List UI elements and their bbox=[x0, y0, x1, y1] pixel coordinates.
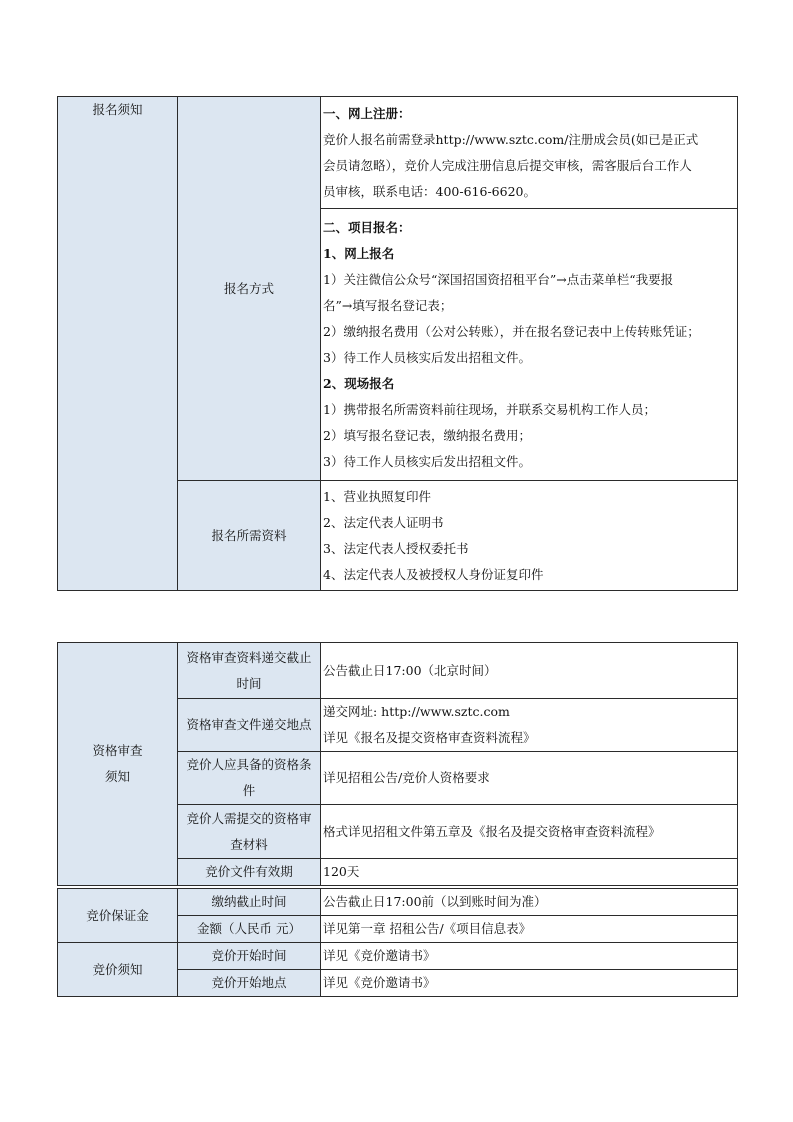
reg-method-label: 报名方式 bbox=[178, 97, 321, 481]
section-qualification-label bbox=[58, 643, 178, 886]
qual-materials-label bbox=[178, 805, 321, 859]
qual-materials-value: 格式详见招租文件第五章及《报名及提交资格审查资料流程》 bbox=[321, 805, 738, 859]
validity-label: 竞价文件有效期 bbox=[178, 859, 321, 886]
bid-time-value: 详见《竞价邀请书》 bbox=[321, 943, 738, 970]
reg-online-cell bbox=[321, 97, 738, 209]
list-item: 3、法定代表人授权委托书 bbox=[323, 540, 469, 556]
reg-online-title: 一、网上注册： bbox=[323, 105, 411, 121]
deposit-deadline-label: 缴纳截止时间 bbox=[178, 889, 321, 916]
reg-online-line: 会员请忽略），竞价人完成注册信息后提交审核，需客服后台工作人 bbox=[323, 157, 692, 173]
reg-step: 1）关注微信公众号“深国招国资招租平台”→点击菜单栏“我要报 bbox=[323, 271, 674, 287]
reg-onsite-subtitle: 2、现场报名 bbox=[323, 375, 395, 391]
section-qualification-text: 资格审查须知 bbox=[92, 743, 143, 784]
qual-place-url: 递交网址: http://www.sztc.com bbox=[323, 704, 510, 719]
validity-value: 120天 bbox=[321, 859, 738, 886]
qual-deadline-value: 公告截止日17:00（北京时间） bbox=[321, 643, 738, 699]
reg-step: 2）缴纳报名费用（公对公转账），并在报名登记表中上传转账凭证； bbox=[323, 323, 700, 339]
qual-place-label: 资格审查文件递交地点 bbox=[178, 699, 321, 752]
reg-materials-label: 报名所需资料 bbox=[178, 481, 321, 591]
notice-table-2 bbox=[57, 642, 738, 886]
qual-deadline-label-line: 资格审查资料递交截止 bbox=[186, 649, 312, 665]
table-row bbox=[58, 97, 738, 209]
reg-project-title: 二、项目报名： bbox=[323, 219, 411, 235]
list-item: 4、法定代表人及被授权人身份证复印件 bbox=[323, 566, 544, 582]
section-registration-label: 报名须知 bbox=[58, 97, 178, 591]
reg-step: 3）待工作人员核实后发出招租文件。 bbox=[323, 349, 531, 365]
deposit-deadline-value: 公告截止日17:00前（以到账时间为准） bbox=[321, 889, 738, 916]
table-row bbox=[58, 943, 738, 970]
reg-step: 名”→填写报名登记表； bbox=[323, 297, 453, 313]
qual-req-label bbox=[178, 752, 321, 805]
bid-place-value: 详见《竞价邀请书》 bbox=[321, 970, 738, 997]
reg-online-line: 竞价人报名前需登录http://www.sztc.com/注册成会员(如已是正式 bbox=[323, 131, 699, 147]
qual-req-value: 详见招租公告/竞价人资格要求 bbox=[321, 752, 738, 805]
qual-materials-label-line: 查材料 bbox=[230, 836, 268, 852]
reg-online-subtitle: 1、网上报名 bbox=[323, 245, 395, 261]
list-item: 2、法定代表人证明书 bbox=[323, 514, 444, 530]
section-deposit-label: 竞价保证金 bbox=[58, 889, 178, 943]
qual-deadline-label-line: 时间 bbox=[236, 675, 262, 691]
section-bidding-label: 竞价须知 bbox=[58, 943, 178, 997]
reg-step: 1）携带报名所需资料前往现场，并联系交易机构工作人员； bbox=[323, 401, 656, 417]
bid-time-label: 竞价开始时间 bbox=[178, 943, 321, 970]
qual-req-label-line: 件 bbox=[242, 783, 256, 798]
table-row bbox=[58, 889, 738, 916]
reg-online-line: 员审核，联系电话：400-616-6620。 bbox=[323, 183, 536, 199]
deposit-amount-label: 金额（人民币 元） bbox=[178, 916, 321, 943]
reg-step: 2）填写报名登记表，缴纳报名费用； bbox=[323, 427, 531, 443]
qual-req-label-line: 竞价人应具备的资格条 bbox=[186, 757, 312, 772]
table-row bbox=[58, 643, 738, 699]
list-item: 1、营业执照复印件 bbox=[323, 488, 431, 504]
reg-step: 3）待工作人员核实后发出招租文件。 bbox=[323, 453, 531, 469]
qual-deadline-label bbox=[178, 643, 321, 699]
bid-place-label: 竞价开始地点 bbox=[178, 970, 321, 997]
qual-materials-label-line: 竞价人需提交的资格审 bbox=[186, 810, 312, 826]
qual-place-cell bbox=[321, 699, 738, 752]
reg-project-cell bbox=[321, 209, 738, 481]
notice-table bbox=[57, 96, 738, 591]
deposit-amount-value: 详见第一章 招租公告/《项目信息表》 bbox=[321, 916, 738, 943]
qual-place-ref: 详见《报名及提交资格审查资料流程》 bbox=[323, 730, 536, 745]
notice-table-3 bbox=[57, 888, 738, 997]
reg-materials-cell bbox=[321, 481, 738, 591]
